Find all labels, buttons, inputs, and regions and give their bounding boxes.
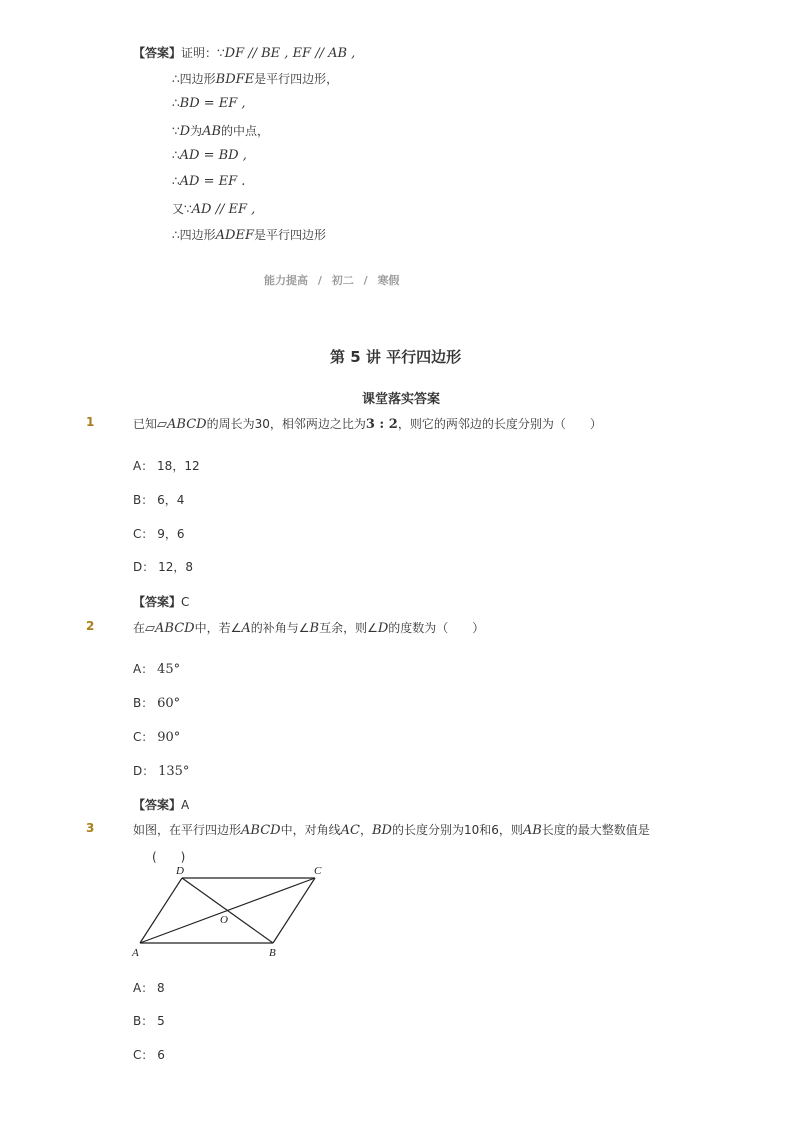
- question-stem-line2: ( ): [152, 850, 186, 864]
- proof-prefix: ∴: [172, 96, 180, 110]
- proof-math: AB: [202, 124, 222, 139]
- option-b[interactable]: [133, 1012, 165, 1029]
- proof-suffix: 是平行四边形，: [254, 72, 339, 86]
- option-a[interactable]: [133, 457, 200, 474]
- option-b[interactable]: [133, 694, 180, 711]
- question-stem: [133, 619, 484, 636]
- option-label: C：: [133, 527, 154, 541]
- proof-line-1: [133, 44, 355, 61]
- breadcrumb: [264, 272, 399, 288]
- parallelogram-figure: [128, 862, 338, 962]
- proof-line-7: [172, 200, 255, 217]
- breadcrumb-item[interactable]: 寒假: [377, 274, 400, 287]
- side-bc: [273, 878, 315, 943]
- option-label: C：: [133, 730, 154, 744]
- stem-text: 的补角与∠: [250, 621, 310, 635]
- diagonal-bd: [182, 878, 273, 943]
- proof-line-8: [172, 226, 326, 243]
- proof-prefix: ∴四边形: [172, 72, 216, 86]
- question-number: 2: [86, 619, 95, 633]
- stem-text: 互余，则∠: [319, 621, 378, 635]
- proof-math: BD = EF ,: [179, 96, 246, 111]
- option-b[interactable]: [133, 491, 184, 508]
- proof-math: BDFE: [215, 72, 255, 87]
- answer-value: C: [181, 595, 190, 609]
- stem-math: AB: [522, 823, 542, 838]
- proof-math: AD = EF .: [179, 174, 246, 189]
- breadcrumb-item[interactable]: 能力提高: [264, 274, 308, 287]
- proof-line-5: [172, 148, 247, 163]
- vertex-label-c: C: [314, 865, 322, 877]
- proof-line-2: [172, 70, 338, 87]
- proof-line-4: [172, 122, 269, 139]
- proof-text: 为: [190, 124, 203, 138]
- breadcrumb-separator: /: [317, 274, 322, 287]
- option-c[interactable]: [133, 525, 185, 542]
- proof-prefix: ∴: [172, 148, 180, 162]
- lecture-title: 第 5 讲 平行四边形: [330, 348, 462, 366]
- option-value: 6: [157, 1048, 165, 1062]
- stem-math: D: [377, 621, 389, 636]
- option-value: 90°: [157, 730, 181, 745]
- proof-math: AD = BD ,: [179, 148, 247, 163]
- question-stem: [133, 415, 602, 432]
- breadcrumb-item[interactable]: 初二: [331, 274, 354, 287]
- option-value: 18，12: [157, 459, 200, 473]
- stem-math: A: [241, 621, 251, 636]
- option-label: A：: [133, 981, 154, 995]
- vertex-label-a: A: [132, 947, 139, 959]
- option-d[interactable]: [133, 558, 193, 575]
- stem-text: 中，若∠: [194, 621, 242, 635]
- option-value: 12，8: [158, 560, 193, 574]
- breadcrumb-separator: /: [363, 274, 368, 287]
- vertex-label-d: D: [176, 865, 184, 877]
- proof-math: D: [179, 124, 191, 139]
- stem-text: 的长度分别为10和6，则: [391, 823, 523, 837]
- answer-line: [133, 796, 189, 813]
- answer-bracket: 【答案】: [133, 595, 182, 609]
- option-label: A：: [133, 662, 154, 676]
- option-value: 5: [157, 1014, 165, 1028]
- answer-bracket: 【答案】: [133, 798, 182, 812]
- stem-text: 的周长为30，相邻两边之比为: [206, 417, 366, 431]
- option-value: 45°: [157, 662, 181, 677]
- answer-bracket: 【答案】: [133, 46, 182, 60]
- proof-suffix: 的中点，: [221, 124, 270, 138]
- option-value: 6，4: [157, 493, 185, 507]
- option-a[interactable]: [133, 660, 180, 677]
- option-label: C：: [133, 1048, 154, 1062]
- option-value: 135°: [158, 764, 190, 779]
- proof-math: DF // BE , EF // AB ,: [224, 46, 356, 61]
- stem-text: ，则它的两邻边的长度分别为（ ）: [397, 417, 602, 431]
- answer-line: [133, 593, 189, 610]
- stem-math: BD: [371, 823, 392, 838]
- stem-math: ABCD: [241, 823, 281, 838]
- question-stem: [133, 821, 650, 838]
- question-number: 3: [86, 821, 95, 835]
- stem-text: 已知: [133, 417, 158, 431]
- proof-prefix: ∵: [172, 124, 180, 138]
- option-value: 8: [157, 981, 165, 995]
- stem-text: 长度的最大整数值是: [541, 823, 650, 837]
- stem-text: 中，对角线: [280, 823, 341, 837]
- option-label: D：: [133, 560, 155, 574]
- option-c[interactable]: [133, 728, 180, 745]
- option-label: A：: [133, 459, 154, 473]
- option-label: D：: [133, 764, 155, 778]
- proof-line-6: [172, 174, 245, 189]
- option-value: 60°: [157, 696, 181, 711]
- proof-math: ADEF: [215, 228, 254, 243]
- stem-text: ，: [359, 823, 372, 837]
- proof-prefix: ∴: [172, 174, 180, 188]
- option-c[interactable]: [133, 1046, 165, 1063]
- stem-text: 如图，在平行四边形: [133, 823, 242, 837]
- vertex-label-o: O: [220, 914, 228, 926]
- stem-math: AC: [340, 823, 360, 838]
- stem-math: ▱ABCD: [157, 417, 207, 432]
- proof-suffix: 是平行四边形: [253, 228, 326, 242]
- stem-math: 3 : 2: [365, 417, 398, 432]
- section-title: 课堂落实答案: [362, 392, 441, 407]
- option-a[interactable]: [133, 979, 165, 996]
- proof-prefix: 证明：∵: [181, 46, 225, 60]
- proof-math: AD // EF ,: [191, 202, 256, 217]
- stem-math: B: [309, 621, 320, 636]
- proof-prefix: 又∵: [172, 202, 192, 216]
- stem-math: ▱ABCD: [145, 621, 195, 636]
- question-number: 1: [86, 415, 95, 429]
- option-label: B：: [133, 696, 154, 710]
- option-label: B：: [133, 493, 154, 507]
- stem-text: 的度数为（ ）: [388, 621, 485, 635]
- vertex-label-b: B: [269, 947, 276, 959]
- proof-prefix: ∴四边形: [172, 228, 216, 242]
- answer-value: A: [181, 798, 190, 812]
- option-label: B：: [133, 1014, 154, 1028]
- proof-line-3: [172, 96, 246, 111]
- option-value: 9，6: [157, 527, 185, 541]
- stem-text: 在: [133, 621, 146, 635]
- side-da: [140, 878, 182, 943]
- option-d[interactable]: [133, 762, 189, 779]
